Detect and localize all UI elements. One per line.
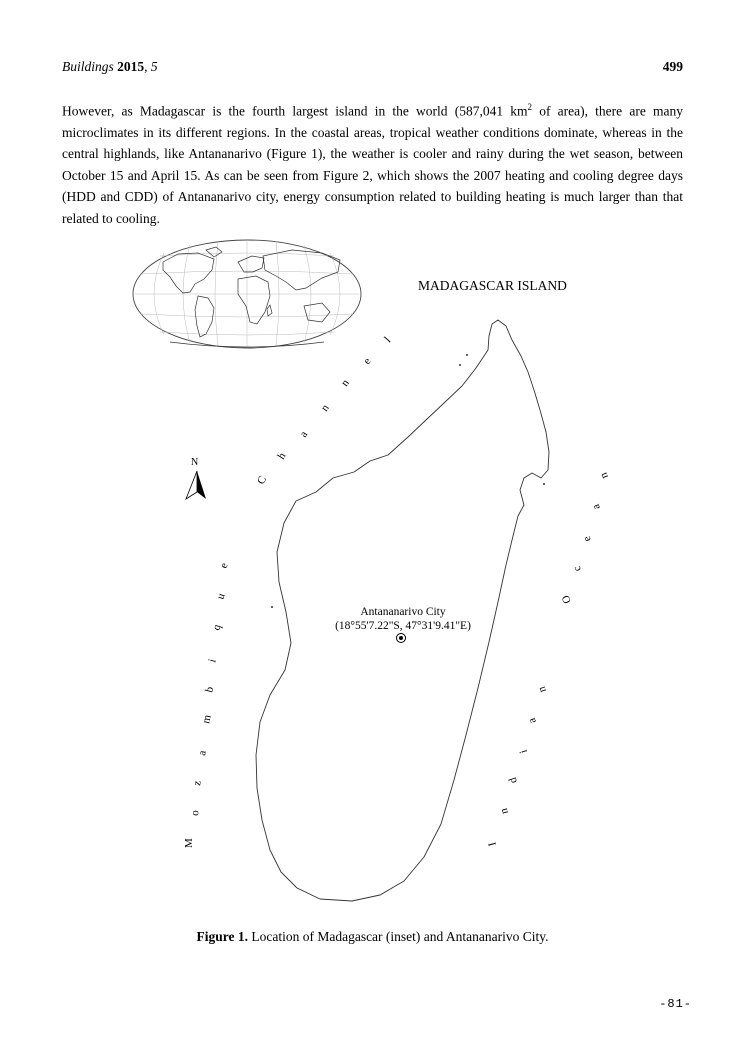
city-marker-icon <box>397 634 406 643</box>
caption-text: Location of Madagascar (inset) and Antananarivo City. <box>247 929 549 944</box>
ocean-letter: e <box>580 534 594 544</box>
map-title: MADAGASCAR ISLAND <box>418 278 567 293</box>
channel-letter: n <box>338 377 352 389</box>
ocean-letter: i <box>517 748 530 755</box>
small-islands <box>271 354 545 608</box>
world-map-graticule <box>135 240 359 348</box>
paragraph-part-1: However, as Madagascar is the fourth largest island in the world (587,041 km <box>62 103 528 119</box>
page-marker: -81- <box>659 997 692 1011</box>
ocean-letter: n <box>597 470 611 481</box>
channel-letter: z <box>191 779 204 787</box>
paragraph-part-2: of area), there are many microclimates in its different regions. In the coastal areas, tropical weather conditions dominate, whereas in the central highlands, like Antananarivo (Figure 1), the weather is cooler and rainy during the wet season, between October 15 and April 15. As can be seen from Figure 2, which shows the 2007 heating and cooling degree days (HDD and CDD) of Antananarivo city, energy consumption related to building heating is much larger than that related to cooling. <box>62 103 683 226</box>
indian-ocean-label <box>486 470 611 847</box>
channel-letter: n <box>318 402 332 414</box>
area-unit-superscript: 2 <box>527 102 533 112</box>
channel-letter: q <box>210 622 224 632</box>
ocean-letter: n <box>535 684 549 695</box>
channel-letter: h <box>275 450 289 462</box>
mozambique-channel-label <box>183 335 393 848</box>
ocean-letter: O <box>559 593 574 606</box>
journal-name: Buildings <box>62 59 114 74</box>
journal-year: 2015 <box>117 59 145 74</box>
caption-label: Figure 1. <box>196 929 248 944</box>
north-arrow-label: N <box>191 457 199 468</box>
channel-letter: a <box>196 749 209 757</box>
ocean-letter: I <box>486 840 499 848</box>
ocean-letter: a <box>525 716 539 725</box>
ocean-letter: n <box>497 806 511 816</box>
journal-volume: 5 <box>150 59 158 74</box>
channel-letter: l <box>382 334 394 346</box>
channel-letter: e <box>361 355 374 367</box>
figure-caption <box>0 929 745 945</box>
channel-letter: i <box>206 657 219 664</box>
world-map-inset <box>133 240 361 348</box>
journal-citation: Buildings 2015, 5 <box>62 59 158 74</box>
channel-letter: a <box>297 428 311 440</box>
channel-letter: b <box>203 685 217 694</box>
channel-letter: u <box>214 591 228 602</box>
channel-letter: o <box>189 809 202 817</box>
channel-letter: m <box>200 713 214 725</box>
world-map-continents <box>163 247 340 347</box>
ocean-letter: a <box>589 502 603 512</box>
ocean-letter: c <box>570 564 584 574</box>
channel-letter: e <box>217 561 231 571</box>
page-number: 499 <box>662 59 683 74</box>
city-coordinates: (18°55'7.22"S, 47°31'9.41"E) <box>335 620 471 632</box>
city-name: Antananarivo City <box>360 606 446 618</box>
channel-letter: M <box>183 838 195 848</box>
north-arrow-icon <box>186 457 206 499</box>
channel-letter: C <box>255 474 270 487</box>
ocean-letter: d <box>506 775 520 785</box>
